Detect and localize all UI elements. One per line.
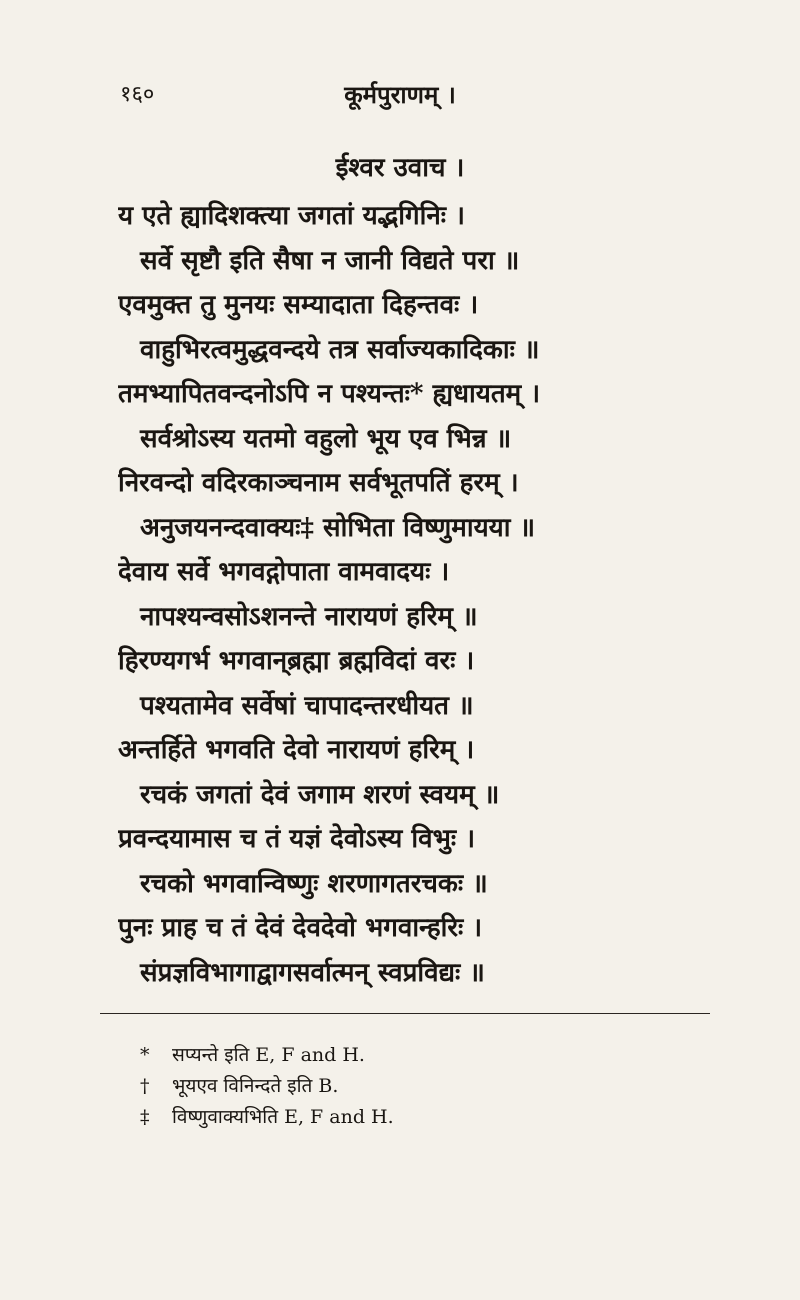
verse-line: सर्वे सृष्टौ इति सैषा न जानी विद्यते परा ॥ bbox=[140, 245, 520, 276]
footnotes bbox=[140, 1040, 700, 1133]
verse-line: नापश्यन्वसोऽशनन्ते नारायणं हरिम् ॥ bbox=[140, 601, 478, 632]
verse-line: हिरण्यगर्भ भगवान्‌ब्रह्मा ब्रह्मविदां वरः । bbox=[118, 646, 475, 676]
footnote-text: सप्यन्ते इति E, F and H. bbox=[172, 1044, 365, 1066]
speaker-heading: ईश्वर उवाच । bbox=[335, 153, 465, 183]
running-head bbox=[0, 78, 800, 108]
footnote-mark: † bbox=[140, 1075, 150, 1097]
page-number: १६० bbox=[120, 82, 155, 107]
verse-line: रचकं जगतां देवं जगाम शरणं स्वयम् ॥ bbox=[140, 779, 500, 810]
verse-line: एवमुक्त तु मुनयः सम्यादाता दिहन्तवः । bbox=[118, 290, 479, 320]
verse-line: प्रवन्दयामास च तं यज्ञं देवोऽस्य विभुः । bbox=[118, 824, 476, 854]
verse-line: रचको भगवान्विष्णुः शरणागतरचकः ॥ bbox=[140, 868, 488, 899]
verse-line: पश्यतामेव सर्वेषां चापादन्तरधीयत ॥ bbox=[140, 690, 474, 721]
verse-line: तमभ्यापितवन्दनोऽपि न पश्यन्तः* ह्यधायतम् । bbox=[118, 379, 541, 409]
verse-line: अन्तर्हिते भगवति देवो नारायणं हरिम् । bbox=[118, 735, 475, 765]
verse-line: वाहुभिरत्वमुद्धवन्दये तत्र सर्वाज्यकादिकाः ॥ bbox=[140, 334, 540, 365]
footnote-mark: * bbox=[140, 1044, 150, 1066]
footnote-text: भूयएव विनिन्दते इति B. bbox=[172, 1075, 339, 1097]
footnote-mark: ‡ bbox=[140, 1106, 150, 1128]
verse-line: सर्वश्रोऽस्य यतमो वहुलो भूय एव भिन्न ॥ bbox=[140, 423, 512, 454]
verse-line: पुनः प्राह च तं देवं देवदेवो भगवान्हरिः । bbox=[118, 913, 483, 943]
verse-line: देवाय सर्वे भगवद्गोपाता वामवादयः । bbox=[118, 557, 450, 587]
footnote bbox=[140, 1071, 700, 1102]
footnote-divider bbox=[100, 1013, 710, 1014]
verse-line: अनुजयनन्दवाक्यः‡ सोभिता विष्णुमायया ॥ bbox=[140, 512, 536, 543]
running-title: कूर्मपुराणम् । bbox=[344, 80, 456, 109]
verse-line: निरवन्दो वदिरकाञ्चनाम सर्वभूतपतिं हरम् । bbox=[118, 468, 519, 498]
verse-line: संप्रज्ञविभागाद्वागसर्वात्मन् स्वप्रविद्यः ॥ bbox=[140, 957, 485, 988]
footnote-text: विष्णुवाक्यभिति E, F and H. bbox=[172, 1106, 394, 1128]
footnote bbox=[140, 1102, 700, 1133]
verse-line: य एते ह्यादिशक्त्या जगतां यद्भगिनिः । bbox=[118, 201, 465, 231]
verse-block bbox=[118, 194, 698, 995]
footnote bbox=[140, 1040, 700, 1071]
